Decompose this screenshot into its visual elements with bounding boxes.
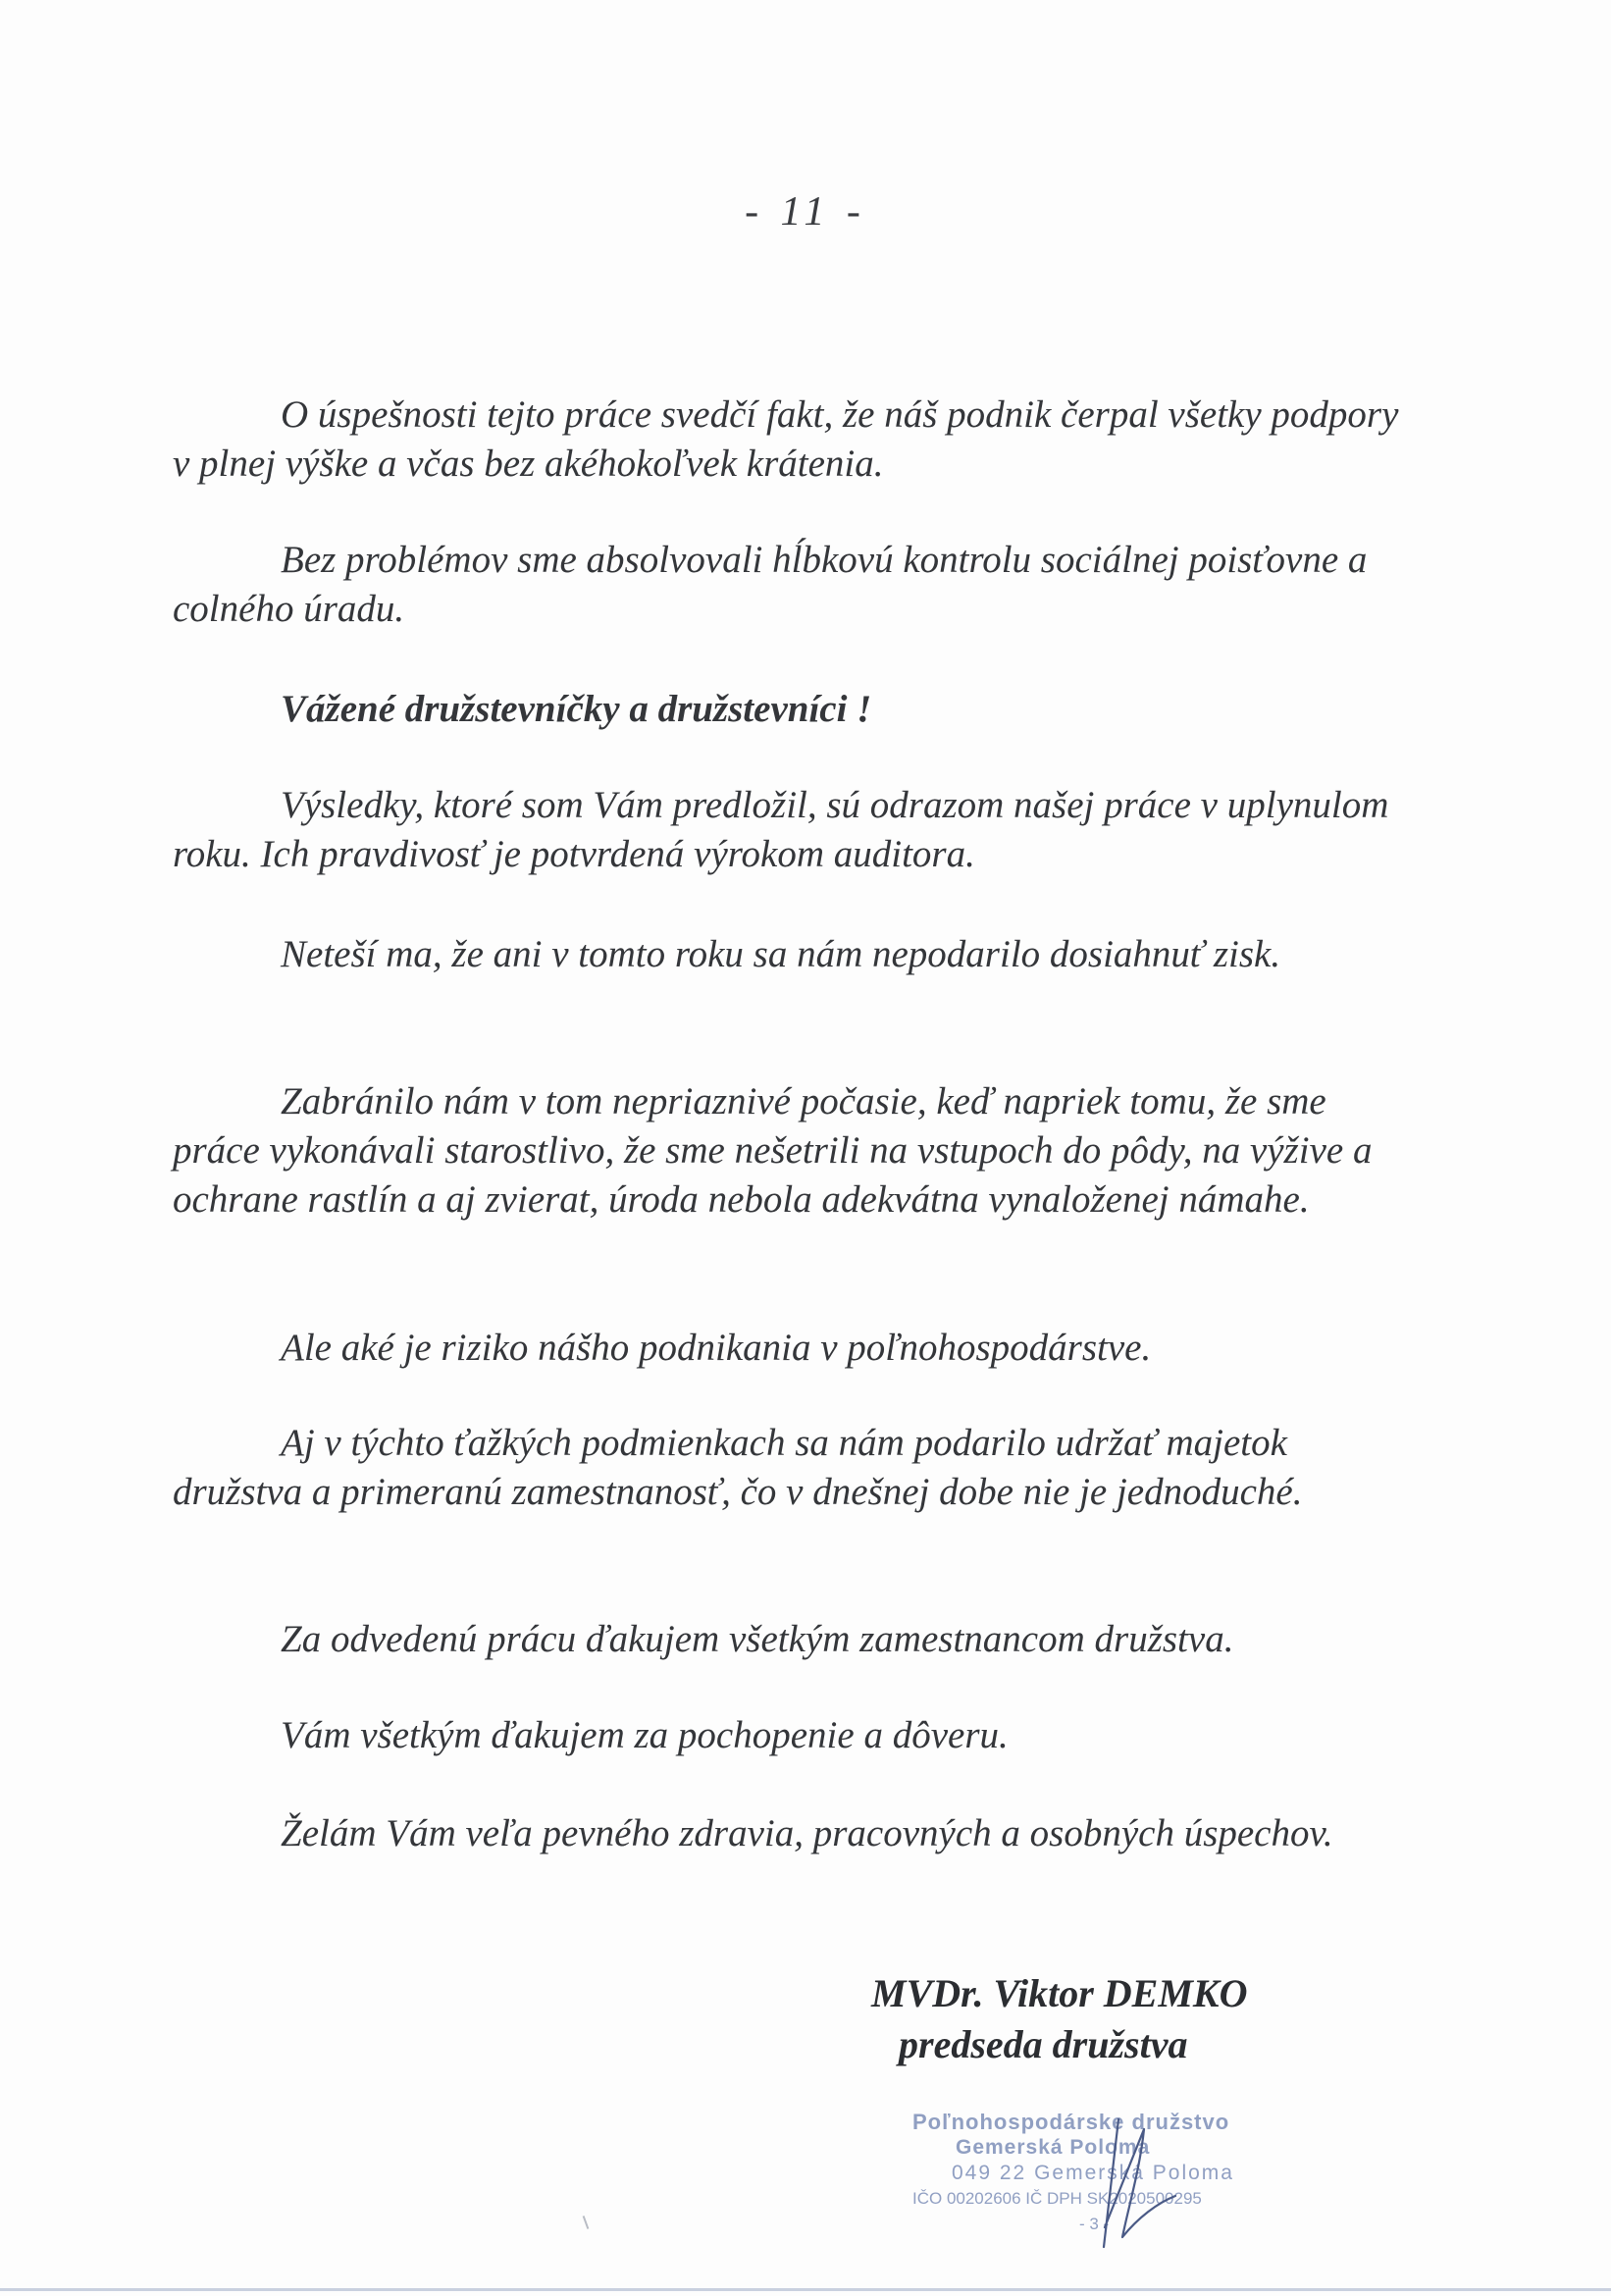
paragraph-9 — [173, 1615, 1419, 1664]
paragraph-10-text: Vám všetkým ďakujem za pochopenie a dôveru. — [281, 1714, 1009, 1756]
handwritten-signature-icon — [1060, 2110, 1177, 2257]
salutation — [173, 685, 1419, 734]
paragraph-11-text: Želám Vám veľa pevného zdravia, pracovných a osobných úspechov. — [281, 1812, 1333, 1854]
paragraph-7-text: Ale aké je riziko nášho podnikania v poľnohospodárstve. — [281, 1327, 1152, 1369]
signatory-name: MVDr. Viktor DEMKO — [871, 1971, 1248, 2015]
signatory-title: predseda družstva — [899, 2022, 1188, 2066]
scan-bottom-edge — [0, 2288, 1611, 2291]
signature-block — [871, 1968, 1247, 2070]
paragraph-9-text: Za odvedenú prácu ďakujem všetkým zamestnancom družstva. — [281, 1618, 1234, 1660]
paragraph-2-text: Bez problémov sme absolvovali hĺbkovú kontrolu sociálnej poisťovne a colného úradu. — [173, 539, 1368, 630]
paragraph-8-text: Aj v týchto ťažkých podmienkach sa nám podarilo udržať majetok družstva a primeranú zamestnanosť, čo v dnešnej dobe nie je jednoduché. — [173, 1422, 1303, 1513]
paragraph-10 — [173, 1711, 1419, 1760]
paragraph-6-text: Zabránilo nám v tom nepriaznivé počasie, keď napriek tomu, že sme práce vykonávali starostlivo, že sme nešetrili na vstupoch do pôdy, na výžive a ochrane rastlín a aj zvierat, úroda nebola adekvátna vynaloženej námahe. — [173, 1080, 1373, 1221]
paragraph-1-text: O úspešnosti tejto práce svedčí fakt, že náš podnik čerpal všetky podpory v plnej výške a včas bez akéhokoľvek krátenia. — [173, 393, 1399, 485]
paragraph-4 — [173, 781, 1419, 879]
stamp-line-2: Gemerská Poloma — [956, 2136, 1151, 2159]
paragraph-6 — [173, 1077, 1419, 1225]
paragraph-8 — [173, 1419, 1419, 1517]
salutation-text: Vážené družstevníčky a družstevníci ! — [281, 688, 872, 730]
paragraph-11 — [173, 1809, 1419, 1858]
paragraph-1 — [173, 391, 1419, 489]
paragraph-7 — [173, 1324, 1419, 1373]
stamp-line-1: Poľnohospodárske družstvo — [912, 2110, 1230, 2134]
page-number: - 11 - — [745, 189, 866, 235]
paragraph-5-text: Neteší ma, že ani v tomto roku sa nám nepodarilo dosiahnuť zisk. — [281, 933, 1281, 975]
paragraph-4-text: Výsledky, ktoré som Vám predložil, sú odrazom našej práce v uplynulom roku. Ich pravdivosť je potvrdená výrokom auditora. — [173, 784, 1389, 875]
scan-mark — [583, 2216, 590, 2229]
stamp-line-3: 049 22 Gemerská Poloma — [952, 2162, 1234, 2184]
paragraph-2 — [173, 536, 1419, 634]
stamp-line-5: - 3 - — [1079, 2215, 1110, 2233]
paragraph-5 — [173, 930, 1419, 979]
stamp-line-4: IČO 00202606 IČ DPH SK2020500295 — [912, 2189, 1202, 2208]
